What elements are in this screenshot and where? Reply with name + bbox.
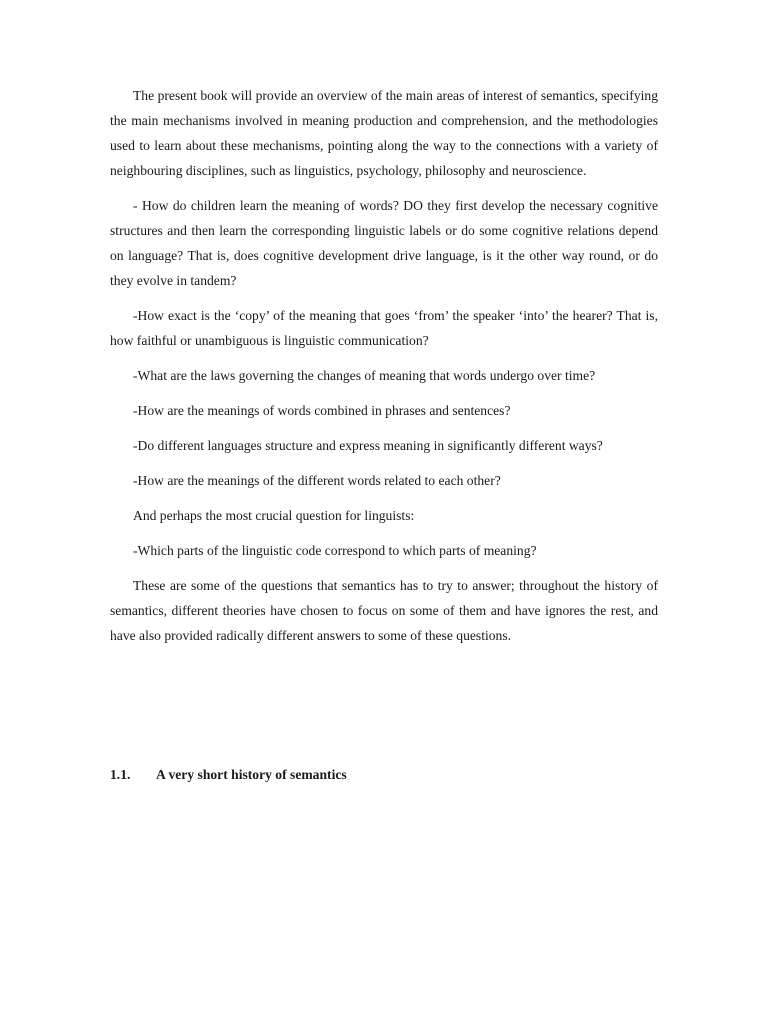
section-number: 1.1. <box>110 767 131 782</box>
question-code-meaning-correspondence: -Which parts of the linguistic code correspond to which parts of meaning? <box>133 543 537 558</box>
question-meaning-copy: -How exact is the ‘copy’ of the meaning that goes ‘from’ the speaker ‘into’ the hearer? That is, how faithful or unambiguous is linguistic communication? <box>110 308 658 348</box>
intro-paragraph: The present book will provide an overview of the main areas of interest of semantics, specifying the main mechanisms involved in meaning production and comprehension, and the methodologies used to learn about these mechanisms, pointing along the way to the connections with a variety of neighbouring disciplines, such as linguistics, psychology, philosophy and neuroscience. <box>110 88 658 178</box>
question-word-relations: -How are the meanings of the different words related to each other? <box>133 473 501 488</box>
section-title: A very short history of semantics <box>156 767 347 782</box>
question-meaning-combination: -How are the meanings of words combined in phrases and sentences? <box>133 403 511 418</box>
crucial-question-intro: And perhaps the most crucial question for linguists: <box>133 508 415 523</box>
question-meaning-change: -What are the laws governing the changes of meaning that words undergo over time? <box>133 368 596 383</box>
section-heading <box>110 762 658 787</box>
question-language-differences: -Do different languages structure and express meaning in significantly different ways? <box>133 438 603 453</box>
closing-paragraph: These are some of the questions that semantics has to try to answer; throughout the history of semantics, different theories have chosen to focus on some of them and have ignores the rest, and have also provided radically different answers to some of these questions. <box>110 578 658 643</box>
body-text <box>110 83 658 658</box>
question-children-word-meaning: - How do children learn the meaning of words? DO they first develop the necessary cognitive structures and then learn the corresponding linguistic labels or do some cognitive relations depend on language? That is, does cognitive development drive language, is it the other way round, or do they evolve in tandem? <box>110 198 658 288</box>
